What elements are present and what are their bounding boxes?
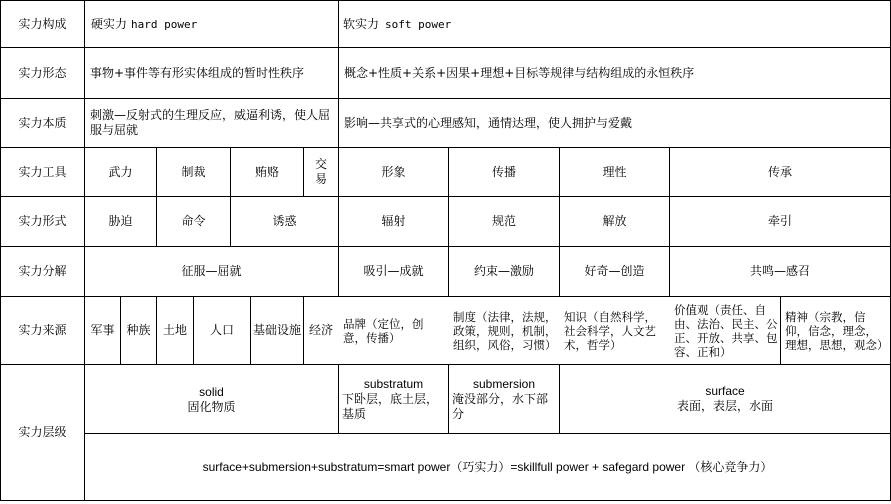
- hard-essence-text: 刺激—反射式的生理反应，威逼利诱，使人屈服与屈就: [90, 108, 331, 137]
- row-label-form: 实力形态: [18, 65, 67, 80]
- row-label-layers: 实力层级: [18, 425, 67, 439]
- source-brand: 品牌（定位，创意，传播）: [343, 316, 424, 345]
- tool-trade: 交易: [314, 157, 327, 186]
- source-population: 人口: [209, 323, 234, 337]
- row-label-sources: 实力来源: [18, 323, 67, 337]
- row-label-decompose: 实力分解: [18, 264, 67, 278]
- mode-temptation: 诱惑: [272, 214, 297, 228]
- row-label-tools: 实力工具: [18, 164, 67, 179]
- soft-essence-text: 影响—共享式的心理感知，通情达理，使人拥护与爱戴: [344, 115, 633, 130]
- row-label-modes: 实力形式: [18, 214, 67, 228]
- row-label-composition: 实力构成: [18, 16, 67, 31]
- tool-force: 武力: [108, 164, 133, 179]
- layer-submersion: submersion 淹没部分，水下部分: [452, 377, 549, 421]
- source-infrastructure: 基础设施: [253, 323, 302, 337]
- mode-coercion: 胁迫: [108, 214, 133, 228]
- hard-form-text: 事物+事件等有形实体组成的暂时性秩序: [90, 65, 305, 80]
- source-values: 价值观（责任、自由、法治、民主、公正、开放、共享、包容、正和）: [674, 302, 778, 359]
- row-label-essence: 实力本质: [18, 115, 67, 130]
- decompose-conquer: 征服—屈就: [181, 264, 242, 278]
- source-ethnicity: 种族: [126, 323, 151, 337]
- tool-bribe: 贿赂: [254, 164, 279, 179]
- source-institution: 制度（法律，法规，政策，规则，机制，组织，风俗，习惯）: [453, 309, 557, 352]
- mode-regulation: 规范: [491, 214, 516, 228]
- mode-radiation: 辐射: [381, 214, 406, 228]
- tool-inheritance: 传承: [767, 164, 792, 179]
- source-land: 土地: [162, 323, 187, 337]
- soft-form-text: 概念+性质+关系+因果+理想+目标等规律与结构组成的永恒秩序: [344, 65, 695, 80]
- source-spirit: 精神（宗教，信仰，信念，理念，理想，思想，观念）: [785, 309, 889, 352]
- source-economy: 经济: [308, 323, 333, 337]
- source-knowledge: 知识（自然科学，社会科学，人文艺术，哲学）: [564, 309, 656, 352]
- tool-reason: 理性: [602, 164, 627, 179]
- soft-power-header: 软实力 soft power: [343, 16, 452, 31]
- mode-command: 命令: [181, 214, 206, 228]
- source-military: 军事: [90, 323, 115, 337]
- table-border-bottom: [0, 500, 891, 501]
- tool-communication: 传播: [491, 164, 516, 179]
- mode-traction: 牵引: [767, 214, 792, 228]
- decompose-resonance: 共鸣—感召: [749, 264, 810, 278]
- layer-surface: surface 表面，表层，水面: [676, 384, 773, 413]
- decompose-constrain: 约束—激励: [473, 264, 534, 278]
- tool-image: 形象: [381, 164, 406, 179]
- layer-substratum: substratum 下卧层，底土层，基质: [342, 377, 439, 421]
- layer-solid: solid 固化物质: [187, 385, 236, 414]
- decompose-curiosity: 好奇—创造: [584, 264, 645, 278]
- tool-sanction: 制裁: [181, 164, 206, 179]
- hard-power-header: 硬实力 hard power: [91, 16, 198, 31]
- mode-liberation: 解放: [602, 214, 627, 228]
- decompose-attract: 吸引—成就: [363, 264, 424, 278]
- layers-formula: surface+submersion+substratum=smart power（巧实力）=skillfull power + safegard power （核心竞争力）: [202, 459, 773, 474]
